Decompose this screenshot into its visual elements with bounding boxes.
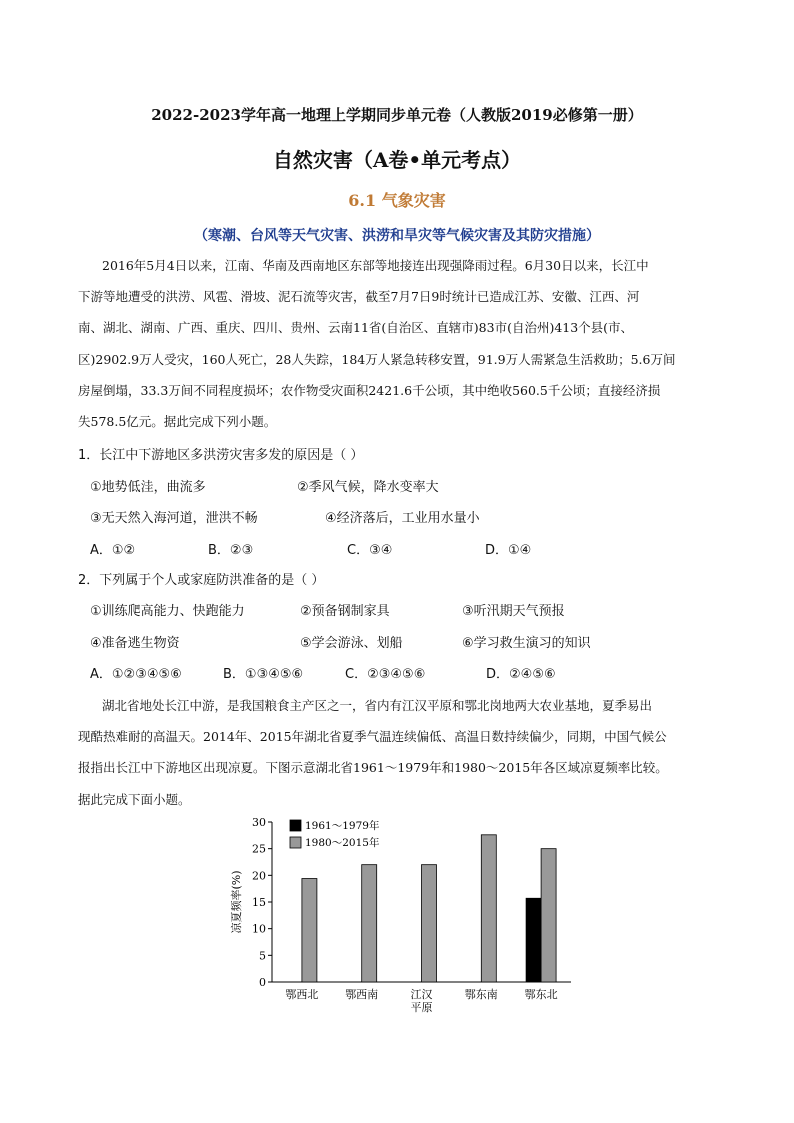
- y-tick-label: 5: [259, 949, 266, 963]
- passage-2: [78, 690, 718, 815]
- passage-1: [78, 250, 718, 437]
- bar-late: [481, 835, 496, 982]
- passage-line: 报指出长江中下游地区出现凉夏。下图示意湖北省1961～1979年和1980～2015年各区域凉夏频率比较。: [78, 760, 668, 776]
- bar-late: [302, 879, 317, 982]
- bar-late: [422, 865, 437, 982]
- x-tick-label: 鄂西南: [345, 988, 379, 1001]
- y-tick-label: 10: [252, 922, 266, 936]
- bar-late: [541, 849, 556, 982]
- legend-swatch: [290, 837, 301, 848]
- passage-line: 2016年5月4日以来，江南、华南及西南地区东部等地接连出现强降雨过程。6月30日以来，长江中: [102, 258, 649, 273]
- y-tick-label: 25: [252, 842, 266, 856]
- q1-choice-b[interactable]: B．②③: [208, 543, 254, 558]
- q2-choice-b[interactable]: B．①③④⑤⑥: [223, 667, 304, 682]
- q1-choice-c[interactable]: C．③④: [347, 543, 393, 558]
- passage-line: 失578.5亿元。据此完成下列小题。: [78, 414, 277, 430]
- q2-item-4: ④准备逃生物资: [90, 636, 180, 651]
- q1-choice-a[interactable]: A．①②: [90, 543, 136, 558]
- y-tick-label: 30: [252, 816, 266, 829]
- q2-choice-a[interactable]: A．①②③④⑤⑥: [90, 667, 182, 682]
- summer-frequency-chart: [226, 812, 586, 1022]
- exam-header: 2022-2023学年高一地理上学期同步单元卷（人教版2019必修第一册）: [151, 106, 643, 124]
- x-tick-label: 平原: [410, 1001, 433, 1014]
- question-1-stem: 1．长江中下游地区多洪涝灾害多发的原因是（ ）: [78, 448, 364, 463]
- legend-label: 1980～2015年: [305, 837, 380, 849]
- y-tick-label: 20: [252, 869, 266, 883]
- passage-line: 房屋倒塌，33.3万间不同程度损坏；农作物受灾面积2421.6千公顷，其中绝收560.5千公顷；直接经济损: [78, 382, 661, 398]
- bar-late: [362, 865, 377, 982]
- legend-label: 1961～1979年: [305, 820, 380, 832]
- passage-line: 据此完成下面小题。: [78, 791, 191, 807]
- passage-line: 现酷热难耐的高温天。2014年、2015年湖北省夏季气温连续偏低、高温日数持续偏少，同期，中国气候公: [78, 729, 667, 745]
- x-tick-label: 鄂西北: [285, 988, 319, 1001]
- passage-line: 下游等地遭受的洪涝、风雹、滑坡、泥石流等灾害，截至7月7日9时统计已造成江苏、安徽、江西、河: [78, 289, 640, 305]
- passage-line: 湖北省地处长江中游，是我国粮食主产区之一，省内有江汉平原和鄂北岗地两大农业基地，夏季易出: [102, 698, 653, 713]
- y-tick-label: 15: [252, 896, 266, 909]
- q2-item-1: ①训练爬高能力、快跑能力: [90, 604, 245, 619]
- q1-item-1: ①地势低洼，曲流多: [90, 480, 206, 495]
- q1-item-2: ②季风气候，降水变率大: [297, 480, 439, 495]
- q2-item-2: ②预备钢制家具: [300, 604, 390, 619]
- passage-line: 区)2902.9万人受灾，160人死亡，28人失踪，184万人紧急转移安置，91.9万人需紧急生活救助；5.6万间: [78, 351, 676, 367]
- x-tick-label: 鄂东南: [464, 988, 498, 1001]
- q2-item-6: ⑥学习救生演习的知识: [462, 636, 591, 651]
- q2-item-3: ③听汛期天气预报: [462, 604, 565, 619]
- bar-early: [526, 898, 541, 982]
- question-2-stem: 2．下列属于个人或家庭防洪准备的是（ ）: [78, 573, 325, 588]
- q2-choice-d[interactable]: D．②④⑤⑥: [486, 667, 556, 682]
- q1-choice-d[interactable]: D．①④: [485, 543, 532, 558]
- x-tick-label: 江汉: [410, 988, 433, 1001]
- q1-item-3: ③无天然入海河道，泄洪不畅: [90, 511, 258, 526]
- q2-item-5: ⑤学会游泳、划船: [300, 636, 403, 651]
- x-tick-label: 鄂东北: [524, 988, 558, 1001]
- y-tick-label: 0: [259, 976, 266, 989]
- y-axis-label: 凉夏频率(%): [230, 870, 243, 934]
- unit-title: 自然灾害（A卷•单元考点）: [272, 148, 522, 172]
- q2-choice-c[interactable]: C．②③④⑤⑥: [345, 667, 426, 682]
- passage-line: 南、湖北、湖南、广西、重庆、四川、贵州、云南11省(自治区、直辖市)83市(自治州)413个县(市、: [78, 320, 634, 336]
- legend-swatch: [290, 820, 301, 831]
- section-title: 6.1 气象灾害: [348, 191, 446, 210]
- section-subtitle: （寒潮、台风等天气灾害、洪涝和旱灾等气候灾害及其防灾措施）: [194, 228, 600, 244]
- q1-item-4: ④经济落后，工业用水量小: [325, 511, 480, 526]
